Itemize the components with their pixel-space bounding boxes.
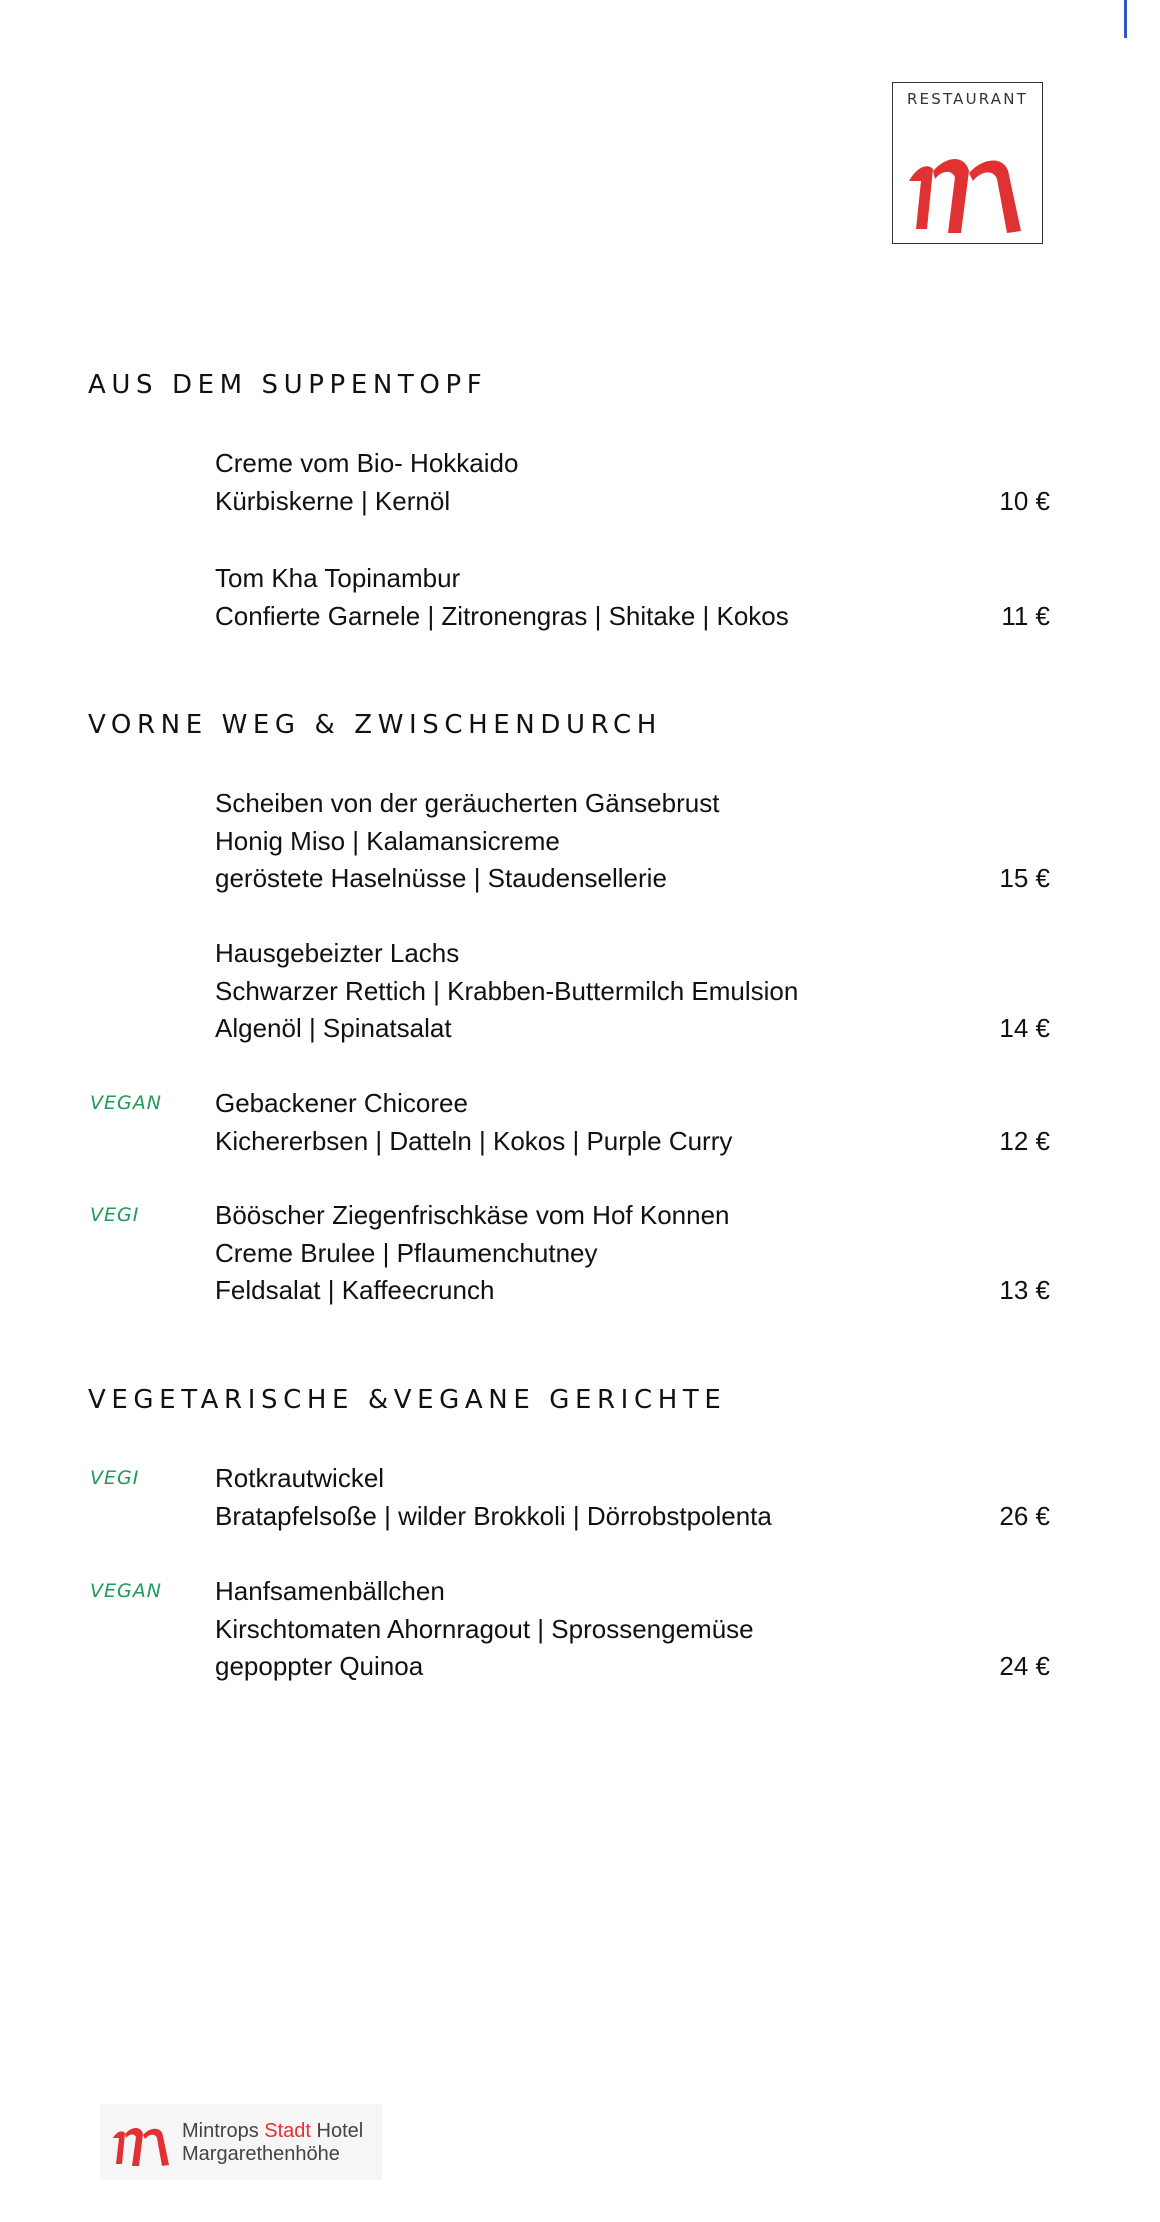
item-price: 15 € [999, 863, 1050, 893]
item-detail-line: Algenöl | Spinatsalat [215, 1013, 452, 1043]
item-description [215, 1573, 754, 1686]
item-description [215, 1460, 772, 1535]
item-description [215, 1197, 730, 1310]
item-name: Hanfsamenbällchen [215, 1576, 445, 1606]
mintrops-m-logo-icon [110, 2120, 174, 2170]
item-price: 13 € [999, 1275, 1050, 1305]
item-description [215, 935, 798, 1048]
item-name: Bööscher Ziegenfrischkäse vom Hof Konnen [215, 1200, 730, 1230]
item-name: Hausgebeizter Lachs [215, 938, 460, 968]
item-detail-line: Bratapfelsoße | wilder Brokkoli | Dörrobstpolenta [215, 1500, 772, 1531]
item-detail-line: Confierte Garnele | Zitronengras | Shitake | Kokos [215, 600, 789, 631]
item-price: 12 € [999, 1125, 1050, 1156]
item-description [215, 445, 518, 520]
diet-tag: VEGI [90, 1467, 140, 1489]
restaurant-logo [892, 82, 1043, 244]
item-detail-line: Kichererbsen | Datteln | Kokos | Purple Curry [215, 1125, 733, 1156]
section-title: VORNE WEG & ZWISCHENDURCH [88, 710, 662, 740]
item-detail-line: Kürbiskerne | Kernöl [215, 485, 451, 516]
item-detail-line: Creme Brulee | Pflaumenchutney [215, 1237, 598, 1268]
diet-tag: VEGI [90, 1204, 140, 1226]
item-detail-line: Kirschtomaten Ahornragout | Sprossengemüse [215, 1613, 754, 1644]
logo-label: RESTAURANT [906, 90, 1029, 108]
diet-tag: VEGAN [90, 1580, 162, 1602]
item-detail-line: Schwarzer Rettich | Krabben-Buttermilch Emulsion [215, 975, 799, 1006]
hotel-footer-logo [100, 2104, 382, 2180]
hotel-name-line2: Margarethenhöhe [182, 2143, 340, 2165]
section-title: AUS DEM SUPPENTOPF [88, 370, 488, 400]
item-name: Tom Kha Topinambur [215, 563, 461, 593]
diet-tag: VEGAN [90, 1092, 162, 1114]
hotel-name [182, 2120, 363, 2166]
item-price: 11 € [1001, 600, 1050, 631]
item-detail-line: Feldsalat | Kaffeecrunch [215, 1275, 495, 1305]
hotel-name-line1 [182, 2120, 363, 2143]
page-edge-line [1124, 0, 1127, 38]
item-price: 10 € [999, 485, 1050, 516]
item-price: 24 € [999, 1651, 1050, 1681]
item-name: Gebackener Chicoree [215, 1088, 468, 1118]
item-price: 14 € [999, 1013, 1050, 1043]
item-description [215, 785, 719, 898]
item-name: Rotkrautwickel [215, 1463, 385, 1493]
item-name: Creme vom Bio- Hokkaido [215, 448, 519, 478]
hotel-name-part1: Mintrops [182, 2120, 259, 2142]
restaurant-m-logo-icon [903, 141, 1033, 241]
hotel-name-part3: Hotel [316, 2120, 364, 2142]
section-title: VEGETARISCHE &VEGANE GERICHTE [88, 1385, 727, 1415]
item-detail-line: geröstete Haselnüsse | Staudensellerie [215, 863, 667, 893]
item-detail-line: gepoppter Quinoa [215, 1651, 424, 1681]
item-name: Scheiben von der geräucherten Gänsebrust [215, 788, 720, 818]
item-description [215, 560, 789, 635]
hotel-name-part2: Stadt [264, 2120, 311, 2142]
item-price: 26 € [999, 1500, 1050, 1531]
item-detail-line: Honig Miso | Kalamansicreme [215, 825, 560, 856]
item-description [215, 1085, 732, 1160]
